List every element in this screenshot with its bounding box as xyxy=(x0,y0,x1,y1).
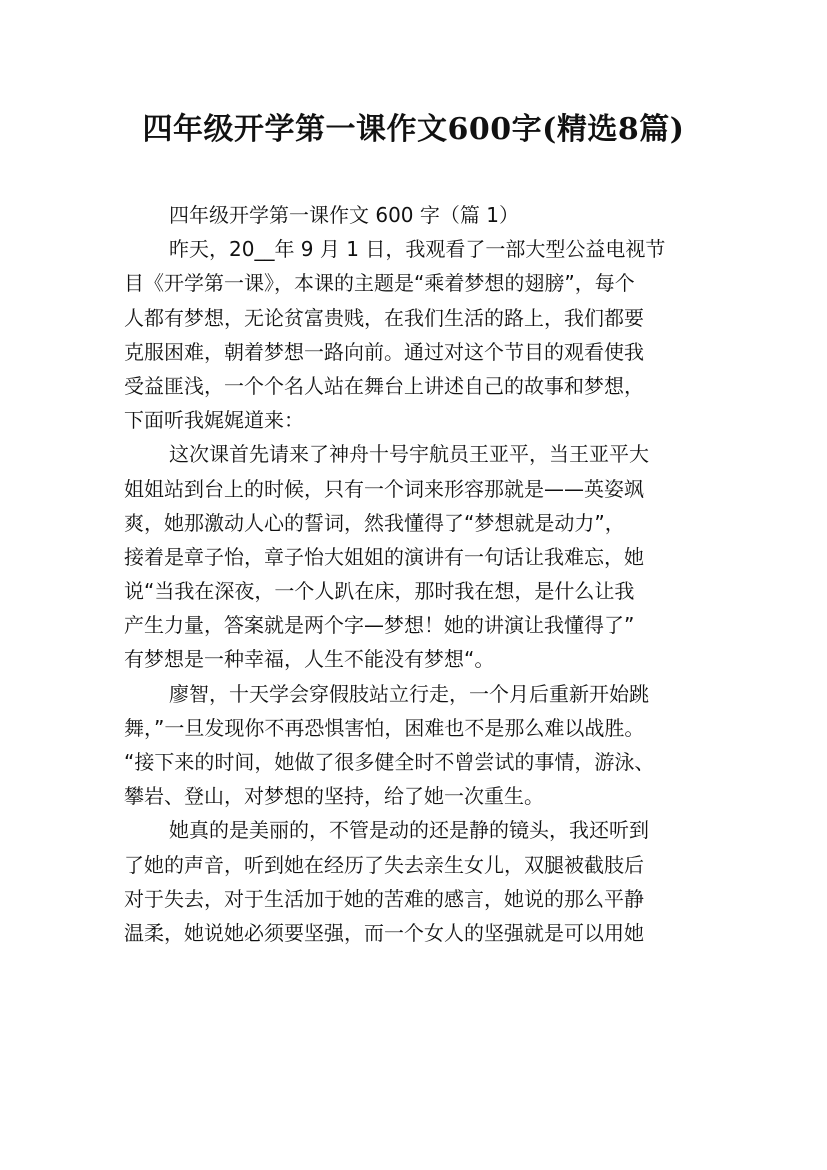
text-line: 姐姐站到台上的时候，只有一个词来形容那就是——英姿飒 xyxy=(124,476,644,501)
text-line: 克服困难，朝着梦想一路向前。通过对这个节目的观看使我 xyxy=(124,339,644,364)
text-line: 产生力量，答案就是两个字—梦想！她的讲演让我懂得了” xyxy=(124,613,635,638)
text-line: 下面听我娓娓道来： xyxy=(124,408,304,433)
text-line: 受益匪浅，一个个名人站在舞台上讲述自己的故事和梦想， xyxy=(124,373,644,398)
text-line: 爽，她那激动人心的誓词，然我懂得了“梦想就是动力”， xyxy=(124,510,625,535)
text-line: 昨天，20__年 9 月 1 日，我观看了一部大型公益电视节 xyxy=(169,237,666,262)
document-title: 四年级开学第一课作文600字(精选8篇) xyxy=(142,112,685,147)
document-body xyxy=(124,198,734,950)
text-line: 接着是章子怡，章子怡大姐姐的演讲有一句话让我难忘，她 xyxy=(124,544,644,569)
text-line: 有梦想是一种幸福，人生不能没有梦想“。 xyxy=(124,647,495,672)
text-line: 温柔，她说她必须要坚强，而一个女人的坚强就是可以用她 xyxy=(124,920,644,945)
text-line: 这次课首先请来了神舟十号宇航员王亚平，当王亚平大 xyxy=(169,442,649,467)
text-line: 了她的声音，听到她在经历了失去亲生女儿，双腿被截肢后 xyxy=(124,852,644,877)
text-line: “接下来的时间，她做了很多健全时不曾尝试的事情，游泳、 xyxy=(124,750,655,774)
text-line: 廖智，十天学会穿假肢站立行走，一个月后重新开始跳 xyxy=(169,681,649,706)
text-line: 她真的是美丽的，不管是动的还是静的镜头，我还听到 xyxy=(169,818,649,843)
text-line: 对于失去，对于生活加于她的苦难的感言，她说的那么平静 xyxy=(124,886,644,911)
text-line: 目《开学第一课》，本课的主题是“乘着梦想的翅膀”，每个 xyxy=(124,271,635,296)
text-line: 人都有梦想，无论贫富贵贱，在我们生活的路上，我们都要 xyxy=(124,305,644,330)
text-line: 攀岩、登山，对梦想的坚持，给了她一次重生。 xyxy=(124,784,544,809)
text-line: 说“当我在深夜，一个人趴在床，那时我在想，是什么让我 xyxy=(124,579,635,604)
text-line: 四年级开学第一课作文 600 字（篇 1） xyxy=(169,203,519,227)
text-line: 舞，”一旦发现你不再恐惧害怕，困难也不是那么难以战胜。 xyxy=(124,715,645,740)
